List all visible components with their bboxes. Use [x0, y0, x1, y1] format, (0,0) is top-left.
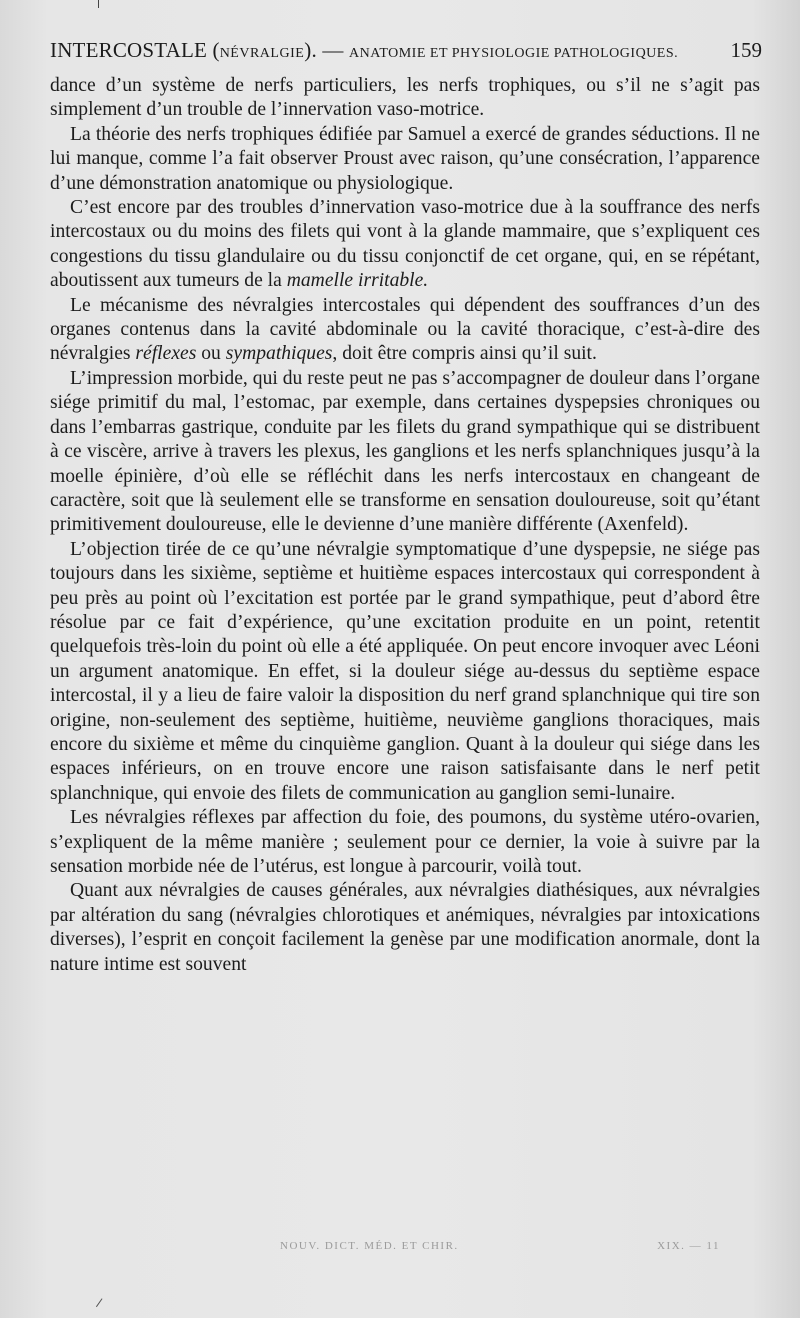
- paragraph-vasomotor: C’est encore par des troubles d’innervation vaso-motrice due à la souffrance des nerfs intercostaux ou du moins des filets qui vont à la glande mammaire, que s’expliquent ces congestions du tissu glandulaire ou du tissu conjonctif de cet organe, qui, en se répétant, aboutissent aux tumeurs de la mamelle irritable.: [50, 197, 760, 292]
- paragraph-general-causes: Quant aux névralgies de causes générales, aux névralgies diathésiques, aux névralgies par altération du sang (névralgies chlorotiques et anémiques, névralgies par intoxications diverses), l’esprit en conçoit facilement la genèse par une modification anormale, dont la nature intime est souvent: [50, 880, 760, 975]
- printer-signature: [280, 1240, 720, 1252]
- paragraph-morbid-impression: L’impression morbide, qui du reste peut ne pas s’accompagner de douleur dans l’organe siége primitif du mal, l’estomac, par exemple, dans certaines dyspepsies chroniques ou dans l’embarras gastrique, conduite par les filets du grand sympathique qui se distribuent à ce viscère, arrive à travers les plexus, les ganglions et les nerfs splanchniques jusqu’à la moelle épinière, d’où elle se réfléchit dans les nerfs intercostaux en changeant de caractère, soit que là seulement elle se transforme en sensation douloureuse, soit qu’étant primitivement douloureuse, elle le devienne d’une manière différente (Axenfeld).: [50, 367, 760, 536]
- title-small-caps: NÉVRALGIE: [219, 46, 305, 61]
- ink-mark: [98, 0, 99, 8]
- signature-left: NOUV. DICT. MÉD. ET CHIR.: [280, 1240, 459, 1252]
- signature-right: XIX. — 11: [657, 1240, 720, 1252]
- running-header: [50, 38, 762, 70]
- paragraph-continuation: dance d’un système de nerfs particuliers, les nerfs trophiques, ou s’il ne s’agit pas simplement d’un trouble de l’innervation vaso-motrice.: [50, 75, 760, 121]
- pencil-mark: [96, 1298, 109, 1311]
- italic-term: sympathiques: [225, 343, 333, 365]
- italic-term: réflexes: [135, 343, 197, 365]
- page-number: 159: [730, 38, 762, 62]
- paragraph-objection: L’objection tirée de ce qu’une névralgie symptomatique d’une dyspepsie, ne siége pas toujours dans les sixième, septième et huitième espaces intercostaux qui correspondent à peu près au point où l’excitation est portée par le grand sympathique, peut d’abord être résolue par ce fait d’expérience, qu’une excitation produite en un point, retentit quelquefois très-loin du point où elle a été appliquée. On peut encore invoquer avec Léoni un argument anatomique. En effet, si la douleur siége au-dessus du septième espace intercostal, il y a lieu de faire valoir la disposition du nerf grand splanchnique qui tire son origine, non-seulement des septième, huitième, neuvième ganglions thoraciques, mais encore du sixième et même du cinquième ganglion. Quant à la douleur qui siége dans les espaces inférieurs, on en trouve encore une raison satisfaisante dans le nerf petit splanchnique, qui envoie des filets de communication au ganglion semi-lunaire.: [50, 538, 760, 804]
- title-separator: ). —: [304, 38, 350, 62]
- running-title: [50, 38, 678, 63]
- italic-term: mamelle irritable.: [286, 270, 429, 292]
- paragraph-trophic-theory: La théorie des nerfs trophiques édifiée par Samuel a exercé de grandes séductions. Il ne lui manque, comme l’a fait observer Proust avec raison, qu’une consécration, l’apparence d’une démonstration anatomique ou physiologique.: [50, 123, 760, 194]
- paragraph-mechanism: Le mécanisme des névralgies intercostales qui dépendent des souffrances d’un des organes contenus dans la cavité abdominale ou la cavité thoracique, c’est-à-dire des névralgies réflexes ou sympathiques, doit être compris ainsi qu’il suit.: [50, 294, 760, 365]
- paragraph-reflex-neuralgias: Les névralgies réflexes par affection du foie, des poumons, du système utéro-ovarien, s’expliquent de la même manière ; seulement pour ce dernier, la voie à suivre par la sensation morbide née de l’utérus, est longue à parcourir, voilà tout.: [50, 807, 760, 877]
- section-title: ANATOMIE ET PHYSIOLOGIE PATHOLOGIQUES.: [349, 46, 679, 61]
- body-text: [50, 74, 760, 977]
- title-main: INTERCOSTALE (: [50, 38, 220, 62]
